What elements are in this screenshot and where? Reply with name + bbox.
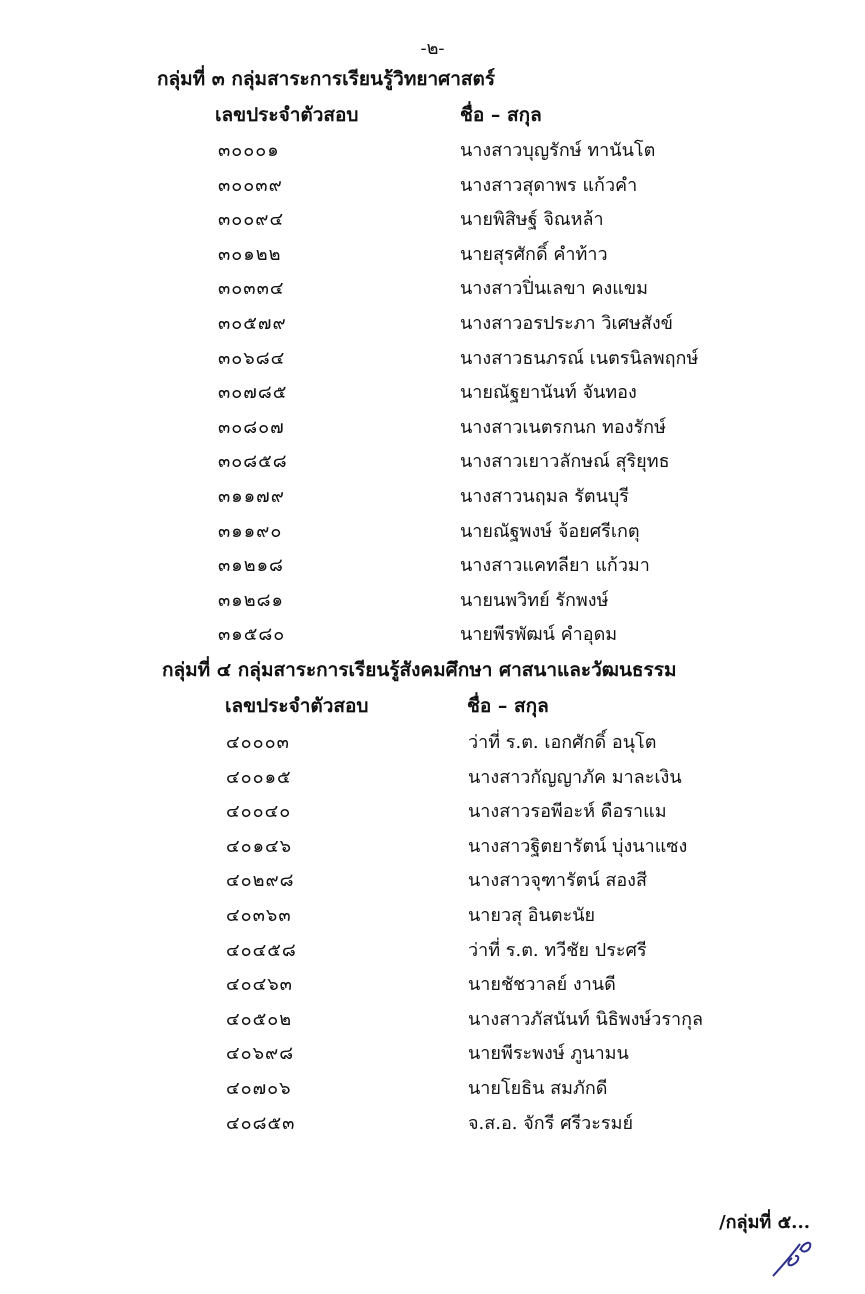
exam-id: ๓๑๒๘๑ (218, 589, 284, 611)
table-row (0, 446, 865, 480)
candidate-name: นางสาวจุฑารัตน์ สองสี (468, 870, 647, 892)
page-number: -๒- (420, 38, 445, 59)
exam-id: ๔๐๘๕๓ (226, 1112, 296, 1134)
exam-id: ๓๐๑๒๒ (218, 243, 282, 265)
candidate-name: นายณัฐพงษ์ จ้อยศรีเกตุ (460, 520, 640, 542)
candidate-name: นางสาวรอพีอะห์ ดือราแม (468, 801, 667, 823)
candidate-name: นางสาวแคทลียา แก้วมา (460, 555, 650, 577)
candidate-name: นางสาวธนภรณ์ เนตรนิลพฤกษ์ (460, 347, 699, 369)
table-row (0, 550, 865, 584)
exam-id: ๔๐๕๐๒ (226, 1008, 293, 1030)
candidate-name: นางสาวเนตรกนก ทองรักษ์ (460, 416, 666, 438)
exam-id: ๔๐๐๑๕ (226, 766, 292, 788)
candidate-name: นายพีรพัฒน์ คำอุดม (460, 624, 618, 646)
group-4-heading: กลุ่มที่ ๔ กลุ่มสาระการเรียนรู้สังคมศึกษา ศาสนาและวัฒนธรรม (162, 659, 677, 681)
next-page-marker: /กลุ่มที่ ๕... (719, 1212, 810, 1233)
exam-id: ๔๐๒๙๘ (226, 870, 295, 892)
candidate-name: นายวสุ อินตะนัย (468, 905, 596, 926)
candidate-name: นางสาวอรประภา วิเศษสังข์ (460, 313, 673, 334)
exam-id: ๓๑๒๑๘ (218, 555, 284, 577)
table-row (0, 239, 865, 273)
table-row (0, 412, 865, 446)
exam-id: ๓๐๕๗๙ (218, 313, 287, 334)
exam-id: ๔๐๐๔๐ (226, 801, 292, 823)
candidate-name: นายพิสิษฐ์ จิณหล้า (460, 209, 604, 231)
exam-id: ๔๐๔๖๓ (226, 974, 293, 996)
exam-id: ๓๐๘๕๘ (218, 451, 288, 473)
exam-id: ๔๐๗๐๖ (226, 1078, 292, 1099)
candidate-name: นายนพวิทย์ รักพงษ์ (460, 589, 609, 611)
exam-id: ๓๐๐๐๑ (218, 140, 280, 161)
candidate-name: นางสาวสุดาพร แก้วคำ (460, 174, 638, 196)
signature-mark (770, 1232, 816, 1280)
table-row (0, 1038, 865, 1072)
exam-id: ๔๐๑๔๖ (226, 835, 293, 857)
table-row (0, 900, 865, 934)
exam-id: ๔๐๓๖๓ (226, 905, 292, 926)
table-row (0, 727, 865, 761)
exam-id: ๓๐๘๐๗ (218, 416, 285, 438)
exam-id: ๓๑๑๗๙ (218, 486, 285, 507)
table-row (0, 935, 865, 969)
table-row (0, 135, 865, 169)
exam-id: ๓๐๖๘๔ (218, 347, 286, 369)
candidate-name: นายณัฐยานันท์ จันทอง (460, 382, 637, 404)
candidate-name: นางสาวฐิตยารัตน์ บุ่งนาแซง (468, 835, 688, 857)
exam-id: ๓๐๐๓๙ (218, 174, 283, 196)
table-row (0, 1004, 865, 1038)
candidate-name: ว่าที่ ร.ต. เอกศักดิ์ อนุโต (468, 732, 657, 753)
group-3-id-column-header: เลขประจำตัวสอบ (215, 104, 359, 126)
candidate-name: นางสาวเยาวลักษณ์ สุริยุทธ (460, 451, 670, 473)
candidate-name: นายโยธิน สมภักดี (468, 1078, 608, 1099)
group-4-name-column-header: ชื่อ – สกุล (467, 695, 549, 717)
table-row (0, 1108, 865, 1142)
table-row (0, 308, 865, 342)
exam-id: ๔๐๔๕๘ (226, 939, 297, 961)
candidate-name: นางสาวกัญญาภัค มาละเงิน (468, 766, 682, 788)
table-row (0, 762, 865, 796)
table-row (0, 273, 865, 307)
table-row (0, 1073, 865, 1107)
exam-id: ๓๑๕๘๐ (218, 624, 286, 646)
exam-id: ๓๐๐๙๔ (218, 209, 285, 231)
candidate-name: นางสาวปิ่นเลขา คงแขม (460, 278, 649, 300)
table-row (0, 170, 865, 204)
table-row (0, 796, 865, 830)
exam-id: ๓๐๓๓๔ (218, 278, 285, 300)
candidate-name: นายชัชวาลย์ งานดี (468, 974, 616, 996)
table-row (0, 204, 865, 238)
exam-id: ๓๐๗๘๕ (218, 382, 288, 404)
table-row (0, 619, 865, 653)
table-row (0, 969, 865, 1003)
group-4-id-column-header: เลขประจำตัวสอบ (225, 695, 369, 717)
table-row (0, 343, 865, 377)
table-row (0, 865, 865, 899)
candidate-name: นางสาวนฤมล รัตนบุรี (460, 486, 629, 507)
group-3-name-column-header: ชื่อ – สกุล (460, 104, 542, 126)
exam-id: ๔๐๐๐๓ (226, 732, 290, 753)
group-3-heading: กลุ่มที่ ๓ กลุ่มสาระการเรียนรู้วิทยาศาสตร์ (157, 68, 496, 90)
table-row (0, 516, 865, 550)
table-row (0, 481, 865, 515)
table-row (0, 831, 865, 865)
candidate-name: ว่าที่ ร.ต. ทวีชัย ประศรี (468, 939, 647, 961)
candidate-name: นางสาวบุญรักษ์ ทานันโต (460, 140, 656, 161)
candidate-name: จ.ส.อ. จักรี ศรีวะรมย์ (468, 1112, 634, 1134)
candidate-name: นางสาวภัสนันท์ นิธิพงษ์วรากุล (468, 1008, 704, 1030)
candidate-name: นายสุรศักดิ์ คำท้าว (460, 243, 608, 265)
table-row (0, 585, 865, 619)
candidate-name: นายพีระพงษ์ ภูนามน (468, 1043, 629, 1065)
exam-id: ๓๑๑๙๐ (218, 520, 283, 542)
exam-id: ๔๐๖๙๘ (226, 1043, 295, 1065)
table-row (0, 377, 865, 411)
